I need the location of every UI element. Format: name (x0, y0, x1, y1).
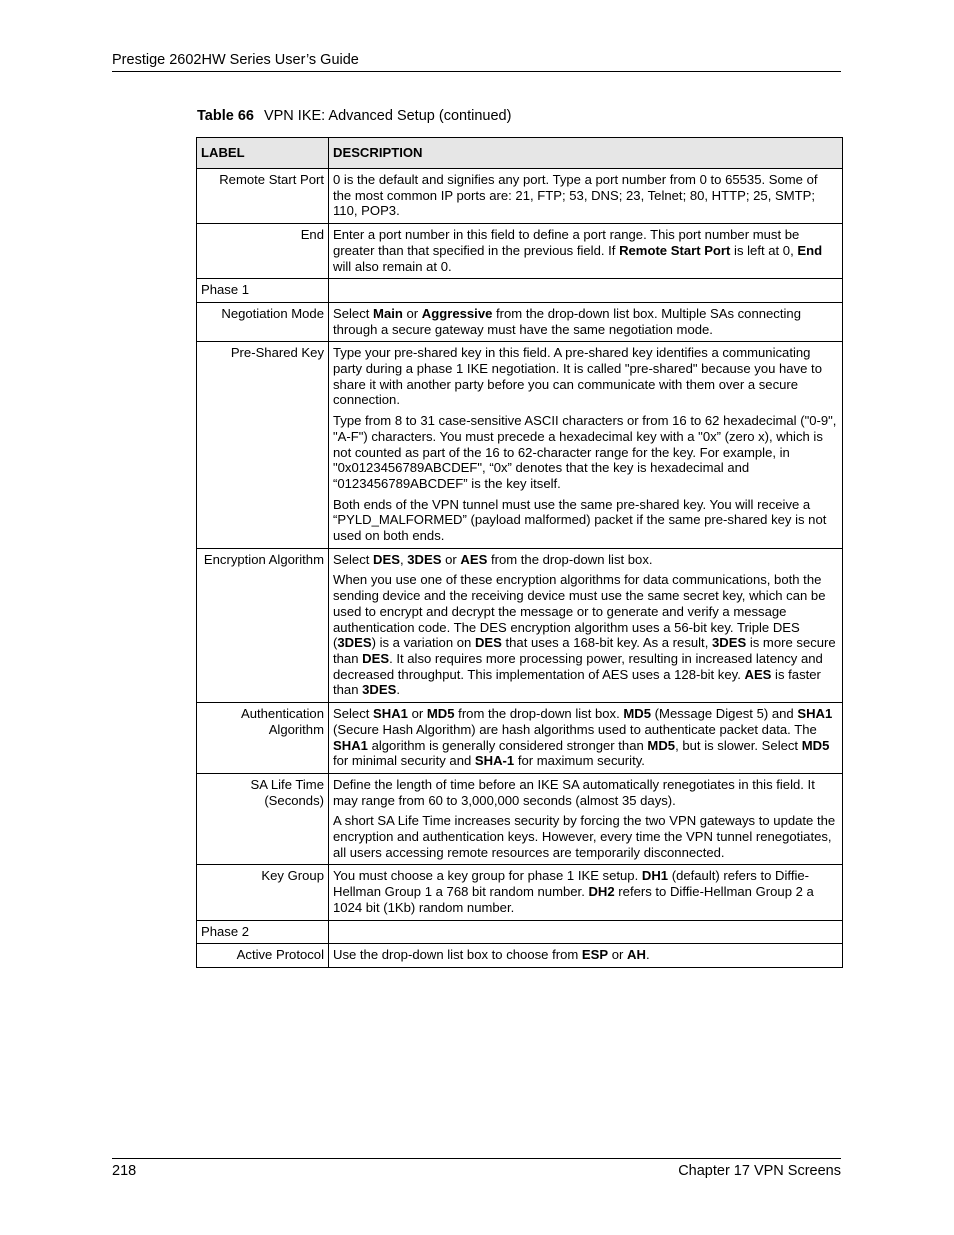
text-segment: Use the drop-down list box to choose from (333, 947, 582, 963)
row-label: Authentication Algorithm (197, 703, 329, 774)
description-paragraph (333, 572, 838, 698)
table-row (197, 279, 843, 303)
emphasis-term: Aggressive (421, 305, 493, 321)
table-caption (197, 108, 511, 124)
row-description (329, 703, 843, 774)
table-row (197, 224, 843, 279)
settings-table (196, 137, 843, 968)
text-segment: 0 is the default and signifies any port. Type a port number from 0 to 65535. Some of the most common IP ports are: 21, FTP; 53, DNS; 23, Telnet; 80, HTTP; 25, SMTP; 110, POP3. (333, 172, 818, 219)
text-segment: is left at 0, (730, 242, 798, 258)
emphasis-term: 3DES (711, 635, 747, 651)
text-segment: , but is slower. Select (675, 737, 802, 753)
table-row (197, 302, 843, 341)
emphasis-term: MD5 (623, 706, 652, 722)
row-label: Pre-Shared Key (197, 342, 329, 548)
text-segment: (Message Digest 5) and (651, 706, 798, 722)
text-segment: Enter a port number in this field to define a port range. This port number must be greater than that specified in the previous field. If (333, 227, 800, 258)
text-segment: that uses a 168-bit key. As a result, (501, 635, 712, 651)
text-segment: You must choose a key group for phase 1 IKE setup. (333, 868, 642, 884)
table-row (197, 169, 843, 224)
text-segment: or (441, 551, 461, 567)
emphasis-term: 3DES (407, 551, 442, 567)
page-header (112, 52, 841, 72)
page-number: 218 (112, 1163, 137, 1179)
text-segment: A short SA Life Time increases security by forcing the two VPN gateways to update the encryption and authentication keys. However, every time the VPN tunnel renegotiates, all users accessing remote resources are temporarily disconnected. (333, 813, 836, 860)
text-segment: Type your pre-shared key in this field. A pre-shared key identifies a communicating party during a phase 1 IKE negotiation. It is called "pre-shared" because you have to share it with another party before you can communicate with them over a secure connection. (333, 345, 822, 408)
description-paragraph (333, 306, 838, 337)
text-segment: from the drop-down list box. (487, 551, 653, 567)
row-description (329, 944, 843, 968)
emphasis-term: AES (744, 666, 772, 682)
description-paragraph (333, 868, 838, 915)
emphasis-term: SHA1 (797, 706, 833, 722)
emphasis-term: MD5 (426, 706, 455, 722)
table-row (197, 944, 843, 968)
row-description (329, 773, 843, 865)
table-title: VPN IKE: Advanced Setup (continued) (263, 108, 512, 124)
text-segment: . (645, 947, 650, 963)
row-label: End (197, 224, 329, 279)
description-paragraph (333, 497, 838, 544)
guide-title: Prestige 2602HW Series User’s Guide (112, 52, 359, 68)
table-row (197, 703, 843, 774)
table-row (197, 342, 843, 548)
emphasis-term: SHA1 (373, 706, 408, 722)
emphasis-term: DES (474, 635, 502, 651)
emphasis-term: DH1 (641, 868, 669, 884)
row-description (329, 224, 843, 279)
description-paragraph (333, 947, 838, 963)
description-paragraph (333, 345, 838, 408)
section-label: Phase 1 (197, 279, 329, 303)
row-label: Key Group (197, 865, 329, 920)
text-segment: from the drop-down list box. Multiple SAs connecting through a secure gateway must have the same negotiation mode. (333, 305, 801, 337)
row-description (329, 302, 843, 341)
text-segment: Select (333, 305, 374, 321)
description-paragraph (333, 813, 838, 860)
row-label: Encryption Algorithm (197, 548, 329, 702)
description-paragraph (333, 706, 838, 769)
description-paragraph (333, 172, 838, 219)
table-number: Table 66 (197, 108, 254, 124)
emphasis-term: Remote Start Port (619, 242, 731, 258)
emphasis-term: ESP (581, 947, 609, 963)
emphasis-term: SHA-1 (474, 753, 515, 769)
emphasis-term: End (797, 242, 823, 258)
text-segment: for minimal security and (333, 753, 475, 769)
row-description (329, 169, 843, 224)
text-segment: is faster than (333, 666, 821, 698)
row-label: SA Life Time (Seconds) (197, 773, 329, 865)
emphasis-term: Main (373, 305, 403, 321)
text-segment: (Secure Hash Algorithm) are hash algorithms used to authenticate packet data. The (333, 721, 817, 737)
emphasis-term: DH2 (588, 884, 615, 900)
text-segment: . It also requires more processing power, resulting in increased latency and decreased throughput. This implementation of AES uses a 128-bit key. (333, 650, 823, 682)
table-row (197, 920, 843, 944)
emphasis-term: DES (373, 551, 400, 567)
row-description (329, 865, 843, 920)
emphasis-term: 3DES (337, 635, 372, 651)
text-segment: Select (333, 551, 374, 567)
table-row (197, 773, 843, 865)
row-description (329, 342, 843, 548)
text-segment: ) is a variation on (371, 635, 475, 651)
text-segment: for maximum security. (514, 753, 645, 769)
description-paragraph (333, 777, 838, 808)
emphasis-term: MD5 (801, 737, 830, 753)
text-segment: Define the length of time before an IKE SA automatically renegotiates in this field. It may range from 60 to 3,000,000 seconds (almost 35 days). (333, 776, 815, 808)
text-segment: or (608, 947, 628, 963)
section-label: Phase 2 (197, 920, 329, 944)
table-row (197, 865, 843, 920)
table-body (197, 169, 843, 968)
row-description (329, 548, 843, 702)
text-segment: When you use one of these encryption algorithms for data communications, both the sending device and the receiving device must use the same secret key, which can be used to encrypt and decrypt the message or to generate and verify a message authentication code. The DES encryption algorithm uses a 56-bit key. Triple DES ( (333, 572, 826, 651)
text-segment: is more secure than (333, 635, 836, 666)
emphasis-term: MD5 (647, 737, 676, 753)
description-paragraph (333, 227, 838, 274)
emphasis-term: DES (362, 650, 390, 666)
emphasis-term: AH (627, 947, 646, 963)
emphasis-term: AES (460, 551, 488, 567)
text-segment: from the drop-down list box. (454, 706, 624, 722)
page-footer (112, 1158, 841, 1179)
text-segment: Select (333, 706, 374, 722)
table-header-row (197, 138, 843, 169)
table-row (197, 548, 843, 702)
description-paragraph (333, 413, 838, 492)
text-segment: . (396, 682, 400, 698)
text-segment: or (402, 305, 422, 321)
text-segment: Both ends of the VPN tunnel must use the same pre-shared key. You will receive a “PYLD_MALFORMED” (payload malformed) packet if the same pre-shared key is not used on both ends. (333, 496, 827, 544)
text-segment: or (407, 706, 427, 722)
column-header-label: LABEL (197, 138, 329, 169)
description-paragraph (333, 552, 838, 568)
text-segment: will also remain at 0. (333, 258, 452, 274)
row-label: Remote Start Port (197, 169, 329, 224)
text-segment: , (399, 551, 408, 567)
row-description (329, 920, 843, 944)
row-description (329, 279, 843, 303)
row-label: Active Protocol (197, 944, 329, 968)
emphasis-term: 3DES (362, 682, 397, 698)
text-segment: algorithm is generally considered stronger than (367, 737, 648, 753)
emphasis-term: SHA1 (333, 737, 368, 753)
column-header-description: DESCRIPTION (329, 138, 843, 169)
text-segment: (default) refers to Diffie-Hellman Group 1 a 768 bit random number. (333, 868, 810, 900)
chapter-title: Chapter 17 VPN Screens (678, 1163, 841, 1179)
text-segment: refers to Diffie-Hellman Group 2 a 1024 bit (1Kb) random number. (333, 884, 814, 915)
row-label: Negotiation Mode (197, 302, 329, 341)
text-segment: Type from 8 to 31 case-sensitive ASCII characters or from 16 to 62 hexadecimal ("0-9", "A-F") characters. You must precede a hexadecimal key with a "0x” (zero x), which is not counted as part of the 16 to 62-character range for the key. For example, in "0x0123456789ABCDEF", “0x” denotes that the key is hexadecimal and “0123456789ABCDEF” is the key itself. (333, 413, 837, 491)
